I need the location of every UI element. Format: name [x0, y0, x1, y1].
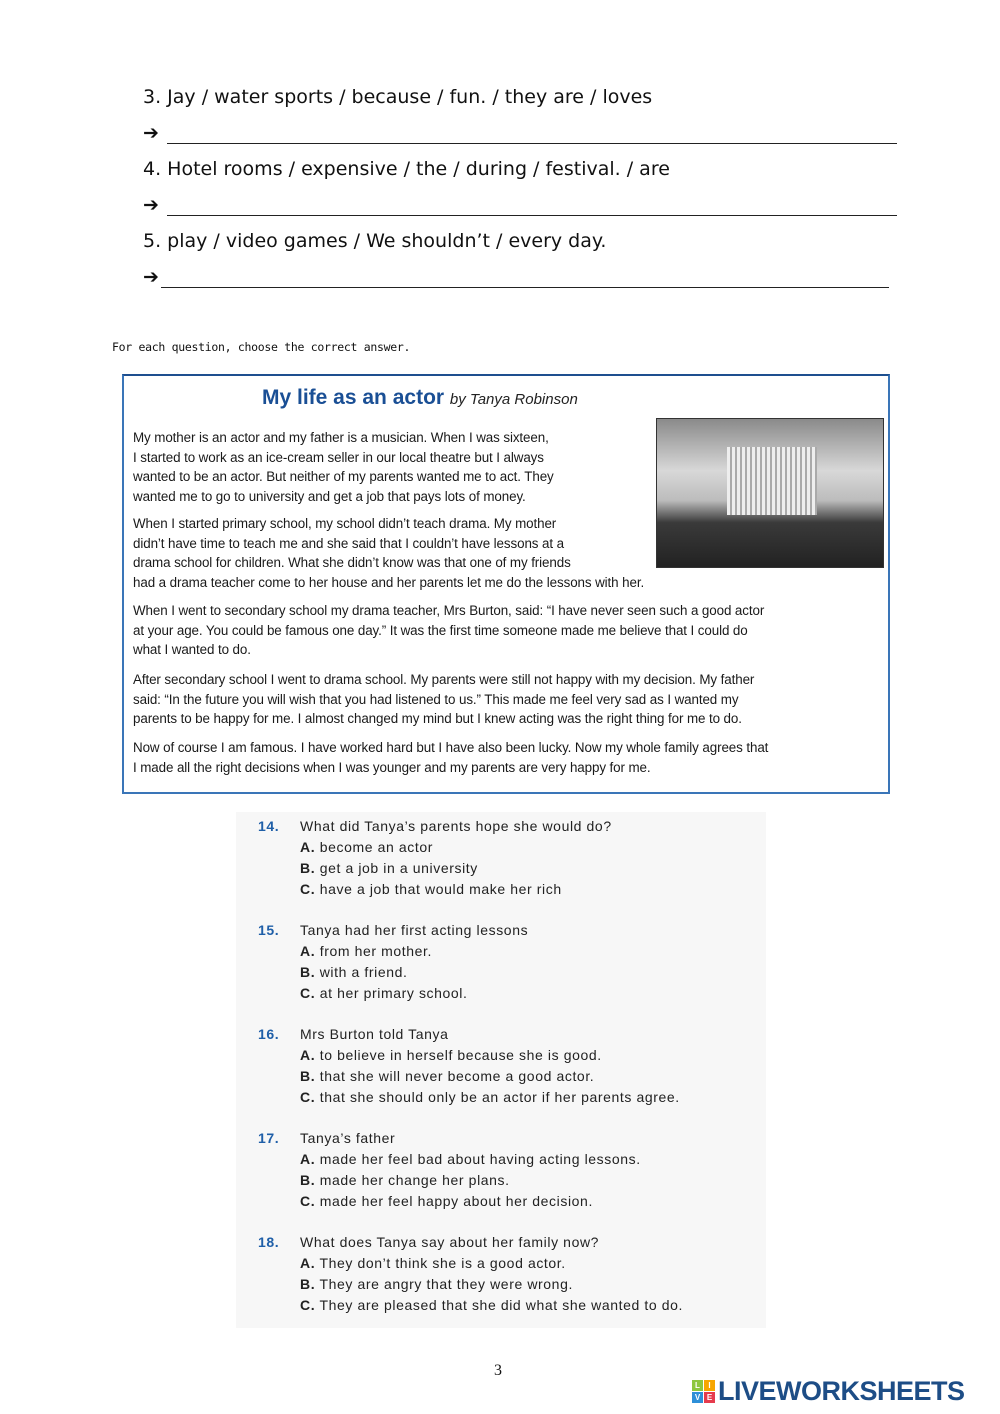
passage-paragraph	[133, 670, 754, 729]
author: by Tanya Robinson	[449, 391, 578, 408]
answer-option[interactable]	[300, 881, 562, 897]
logo-letter: L	[692, 1380, 703, 1391]
option-text: to believe in herself because she is good.	[319, 1047, 602, 1063]
passage-line: wanted me to go to university and get a job that pays lots of money.	[133, 488, 526, 504]
passage-line: When I went to secondary school my drama teacher, Mrs Burton, said: “I have never seen such a good actor	[133, 603, 765, 618]
passage-line: parents to be happy for me. I almost changed my mind but I knew acting was the right thing for me to do.	[133, 711, 742, 726]
option-text: become an actor	[319, 839, 433, 855]
option-letter: B.	[300, 860, 316, 876]
option-text: from her mother.	[319, 943, 433, 959]
answer-line-row	[143, 194, 897, 216]
option-letter: C.	[300, 1193, 316, 1209]
passage-line: My mother is an actor and my father is a musician. When I was sixteen,	[133, 430, 549, 445]
option-letter: B.	[300, 1172, 316, 1188]
passage-line: When I started primary school, my school didn’t teach drama. My mother	[133, 516, 557, 531]
option-text: made her feel happy about her decision.	[319, 1193, 593, 1209]
answer-option[interactable]	[300, 860, 478, 876]
answer-option[interactable]	[300, 943, 432, 959]
option-letter: A.	[300, 943, 316, 959]
option-text: have a job that would make her rich	[319, 881, 562, 897]
exercise-prompt: 3. Jay / water sports / because / fun. / they are / loves	[143, 86, 653, 108]
passage-line: I made all the right decisions when I was younger and my parents are very happy for me.	[133, 759, 651, 775]
answer-option[interactable]	[300, 985, 468, 1001]
answer-option[interactable]	[300, 1172, 510, 1188]
option-text: get a job in a university	[319, 860, 478, 876]
answer-blank[interactable]	[167, 129, 897, 144]
option-letter: C.	[300, 1297, 316, 1313]
arrow-icon: ➔	[143, 122, 159, 144]
passage-title	[262, 386, 578, 410]
option-letter: C.	[300, 881, 316, 897]
passage-line: what I wanted to do.	[133, 642, 251, 657]
answer-option[interactable]	[300, 1193, 593, 1209]
option-text: They don’t think she is a good actor.	[319, 1255, 566, 1271]
answer-option[interactable]	[300, 1151, 641, 1167]
question-number: 18.	[258, 1234, 280, 1250]
question-number: 15.	[258, 922, 280, 938]
passage-paragraph	[133, 428, 554, 506]
passage-line: at your age. You could be famous one day.” It was the first time someone made me believe that I could do	[133, 622, 748, 638]
passage-line: drama school for children. What she didn’t know was that one of my friends	[133, 555, 571, 570]
instruction: For each question, choose the correct answer.	[112, 340, 411, 354]
answer-line-row	[143, 266, 889, 288]
question-stem: What did Tanya’s parents hope she would do?	[300, 818, 612, 834]
passage-line: Now of course I am famous. I have worked hard but I have also been lucky. Now my whole family agrees that	[133, 740, 769, 755]
arrow-icon: ➔	[143, 266, 159, 288]
option-letter: A.	[300, 1047, 316, 1063]
passage-paragraph	[133, 601, 764, 660]
passage-line: wanted to be an actor. But neither of my parents wanted me to act. They	[133, 469, 554, 484]
option-letter: B.	[300, 1068, 316, 1084]
reading-passage	[122, 374, 890, 794]
answer-option[interactable]	[300, 1255, 566, 1271]
question-stem: Tanya had her first acting lessons	[300, 922, 529, 938]
passage-line: didn’t have time to teach me and she said that I couldn’t have lessons at a	[133, 535, 564, 551]
passage-line: had a drama teacher come to her house and her parents let me do the lessons with her.	[133, 574, 645, 590]
answer-option[interactable]	[300, 1047, 602, 1063]
option-letter: B.	[300, 964, 316, 980]
option-text: that she will never become a good actor.	[319, 1068, 595, 1084]
option-text: that she should only be an actor if her parents agree.	[319, 1089, 680, 1105]
answer-blank[interactable]	[161, 273, 889, 288]
passage-paragraph	[133, 738, 768, 777]
answer-option[interactable]	[300, 1297, 683, 1313]
arrow-icon: ➔	[143, 194, 159, 216]
questions-panel	[236, 812, 766, 1328]
passage-paragraph	[133, 514, 644, 592]
passage-line: I started to work as an ice-cream seller in our local theatre but I always	[133, 449, 544, 465]
passage-line: After secondary school I went to drama school. My parents were still not happy with my decision. My father	[133, 672, 755, 687]
option-letter: C.	[300, 985, 316, 1001]
logo-letter: V	[692, 1392, 703, 1403]
question-number: 16.	[258, 1026, 280, 1042]
answer-blank[interactable]	[167, 201, 897, 216]
option-text: They are pleased that she did what she wanted to do.	[319, 1297, 683, 1313]
logo-icon	[692, 1380, 715, 1403]
option-letter: B.	[300, 1276, 316, 1292]
answer-option[interactable]	[300, 1276, 573, 1292]
question-stem: Tanya’s father	[300, 1130, 396, 1146]
option-text: made her change her plans.	[319, 1172, 510, 1188]
option-letter: A.	[300, 839, 316, 855]
option-letter: A.	[300, 1255, 316, 1271]
logo-text: LIVEWORKSHEETS	[718, 1376, 965, 1406]
option-text: They are angry that they were wrong.	[319, 1276, 573, 1292]
option-text: at her primary school.	[319, 985, 468, 1001]
passage-line: said: “In the future you will wish that you had listened to us.” This made me feel very sad as I wanted my	[133, 691, 739, 707]
answer-option[interactable]	[300, 839, 433, 855]
option-text: with a friend.	[319, 964, 408, 980]
answer-option[interactable]	[300, 1068, 594, 1084]
exercise-prompt: 5. play / video games / We shouldn’t / every day.	[143, 230, 607, 252]
question-number: 14.	[258, 818, 280, 834]
answer-option[interactable]	[300, 964, 407, 980]
answer-line-row	[143, 122, 897, 144]
logo-letter: I	[704, 1380, 715, 1391]
question-stem: What does Tanya say about her family now?	[300, 1234, 600, 1250]
page-number: 3	[494, 1362, 502, 1379]
answer-option[interactable]	[300, 1089, 680, 1105]
question-stem: Mrs Burton told Tanya	[300, 1026, 449, 1042]
liveworksheets-logo	[692, 1376, 965, 1407]
exercise-prompt: 4. Hotel rooms / expensive / the / during / festival. / are	[143, 158, 670, 180]
option-letter: A.	[300, 1151, 316, 1167]
logo-letter: E	[704, 1392, 715, 1403]
title-text: My life as an actor	[262, 386, 445, 409]
stage-curtain	[727, 447, 817, 515]
question-number: 17.	[258, 1130, 280, 1146]
theatre-photo	[656, 418, 884, 568]
option-text: made her feel bad about having acting lessons.	[319, 1151, 641, 1167]
option-letter: C.	[300, 1089, 316, 1105]
